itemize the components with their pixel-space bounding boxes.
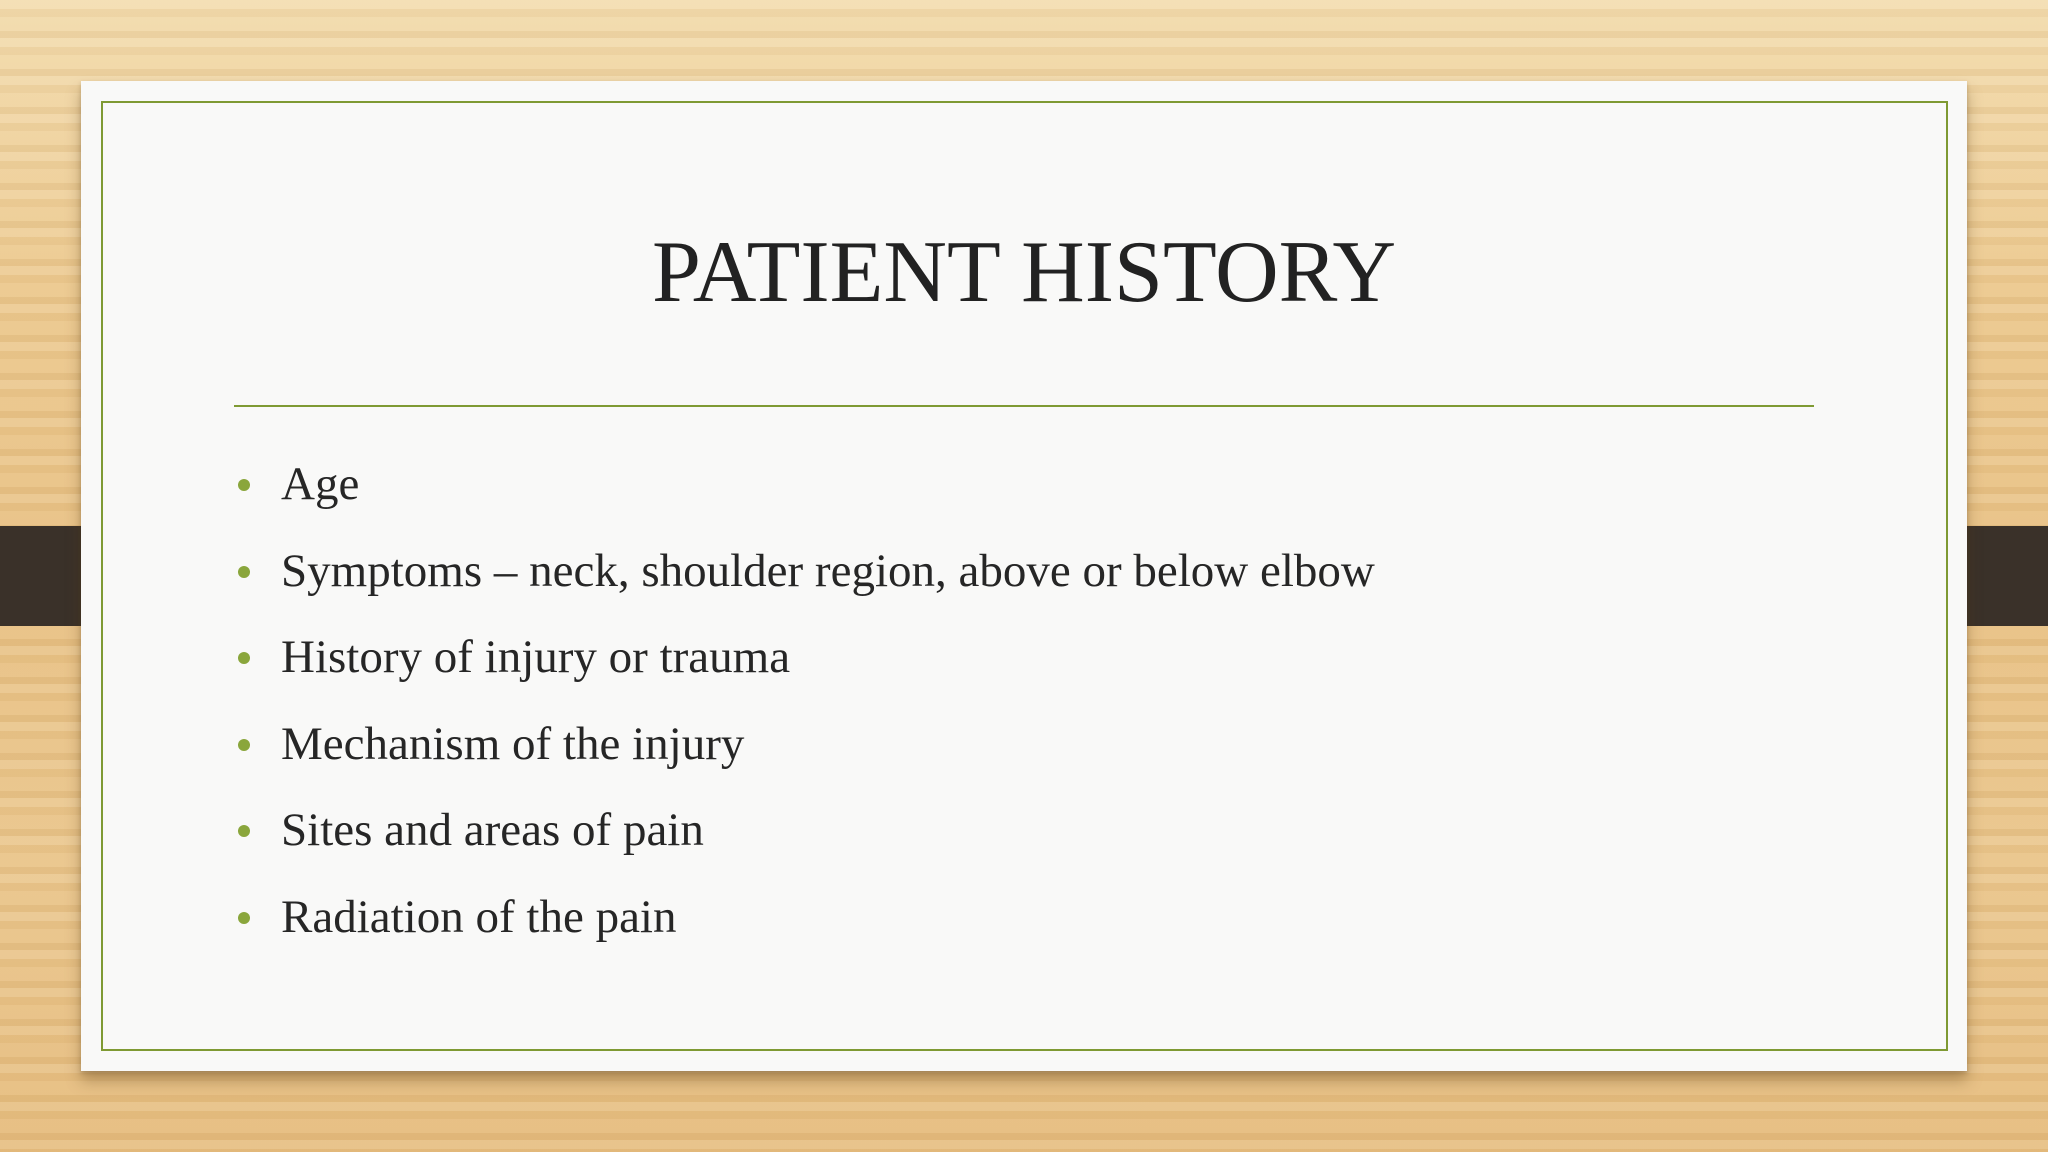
bullet-list <box>234 441 1375 961</box>
bullet-icon <box>238 566 250 578</box>
bullet-item <box>234 614 1375 701</box>
slide-card <box>81 81 1967 1071</box>
bullet-text: Mechanism of the injury <box>281 717 745 770</box>
slide-title: PATIENT HISTORY <box>651 224 1397 321</box>
bullet-text: Age <box>281 458 360 510</box>
bullet-item <box>234 528 1375 615</box>
bullet-item <box>234 787 1375 874</box>
bullet-text: Sites and areas of pain <box>281 804 704 857</box>
title-divider <box>234 405 1814 407</box>
bullet-icon <box>238 912 250 924</box>
bullet-icon <box>238 739 250 751</box>
bullet-text: Symptoms – neck, shoulder region, above or below elbow <box>281 544 1375 597</box>
bullet-item <box>234 441 1375 528</box>
bullet-item <box>234 874 1375 961</box>
bullet-icon <box>238 652 250 664</box>
bullet-text: Radiation of the pain <box>281 890 677 943</box>
bullet-icon <box>238 479 250 491</box>
bullet-item <box>234 701 1375 788</box>
bullet-text: History of injury or trauma <box>281 631 791 684</box>
bullet-icon <box>238 825 250 837</box>
